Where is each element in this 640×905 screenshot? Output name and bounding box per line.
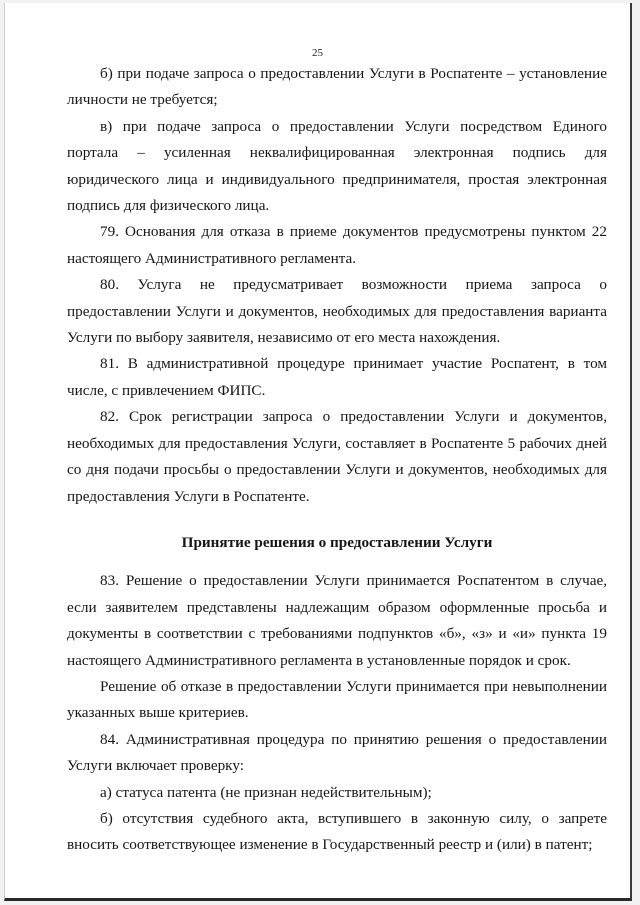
section-heading: Принятие решения о предоставлении Услуги	[181, 533, 493, 551]
paragraph-83: 83. Решение о предоставлении Услуги принимается Роспатентом в случае, если заявителем представлены надлежащим образом оформленные просьба и документы в соответствии с требованиями подпунктов «б», «з» и «и» пункта 19 настоящего Административного регламента в установленные порядок и срок.	[67, 572, 607, 669]
document-page	[4, 3, 632, 901]
paragraph-a-status: а) статуса патента (не признан недействительным);	[100, 783, 432, 801]
paragraph-v-signature: в) при подаче запроса о предоставлении Услуги посредством Единого портала – усиленная неквалифицированная электронная подпись для юридического лица и индивидуального предпринимателя, простая электронная подпись для физического лица.	[67, 117, 607, 215]
paragraph-refusal: Решение об отказе в предоставлении Услуги принимается при невыполнении указанных выше критериев.	[67, 677, 607, 722]
paragraph-82: 82. Срок регистрации запроса о предоставлении Услуги и документов, необходимых для предоставления Услуги, составляет в Роспатенте 5 рабочих дней со дня подачи просьбы о предоставлении Услуги и документов, необходимых для предоставления Услуги в Роспатенте.	[67, 408, 607, 505]
paragraph-80: 80. Услуга не предусматривает возможности приема запроса о предоставлении Услуги и документов, необходимых для предоставления варианта Услуги по выбору заявителя, независимо от его места нахождения.	[67, 276, 607, 347]
document-body	[67, 61, 607, 859]
paragraph-84: 84. Административная процедура по принятию решения о предоставлении Услуги включает проверку:	[67, 730, 607, 775]
paragraph-79: 79. Основания для отказа в приеме документов предусмотрены пунктом 22 настоящего Административного регламента.	[67, 223, 607, 267]
page-number: 25	[312, 47, 323, 59]
paragraph-81: 81. В административной процедуре принимает участие Роспатент, в том числе, с привлечением ФИПС.	[67, 355, 607, 399]
paragraph-b-identity: б) при подаче запроса о предоставлении Услуги в Роспатенте – установление личности не требуется;	[67, 65, 607, 109]
paragraph-b-court-act: б) отсутствия судебного акта, вступившего в законную силу, о запрете вносить соответствующее изменение в Государственный реестр и (или) в патент;	[67, 809, 607, 854]
